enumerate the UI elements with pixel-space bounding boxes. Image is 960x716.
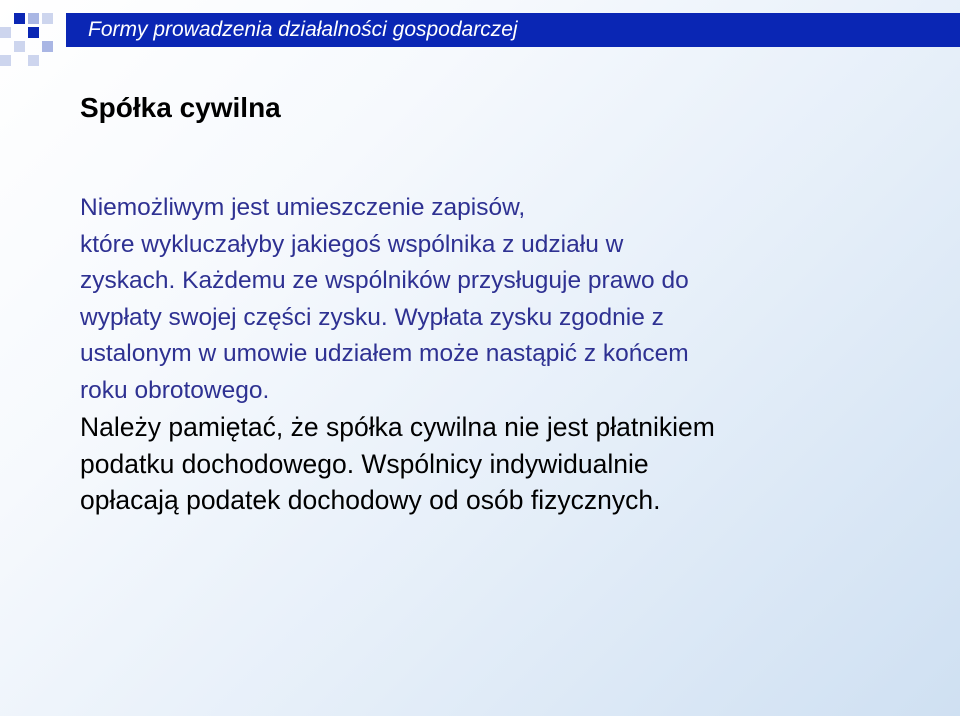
slide-body (80, 190, 940, 519)
text-line: ustalonym w umowie udziałem może nastąpić z końcem (80, 340, 689, 367)
text-line: wypłaty swojej części zysku. Wypłata zysku zgodnie z (80, 303, 664, 331)
paragraph-1 (80, 190, 940, 409)
decor-square (28, 13, 39, 24)
decor-square (0, 27, 11, 38)
decor-square (0, 55, 11, 66)
header-title: Formy prowadzenia działalności gospodarczej (88, 18, 518, 41)
slide-heading: Spółka cywilna (80, 92, 281, 123)
text-line: podatku dochodowego. Wspólnicy indywidualnie (80, 448, 649, 479)
text-line: zyskach. Każdemu ze wspólników przysługuje prawo do (80, 267, 689, 294)
text-line: roku obrotowego. (80, 376, 270, 404)
text-line: które wykluczałyby jakiegoś wspólnika z udziału w (80, 230, 624, 258)
text-line: opłacają podatek dochodowy od osób fizycznych. (80, 485, 661, 515)
decor-square (42, 13, 53, 24)
decor-square (28, 55, 39, 66)
decor-square (14, 13, 25, 24)
decor-square (14, 41, 25, 52)
decor-square (42, 41, 53, 52)
decor-square (28, 27, 39, 38)
text-line: Należy pamiętać, że spółka cywilna nie jest płatnikiem (80, 412, 715, 442)
text-line: Niemożliwym jest umieszczenie zapisów, (80, 194, 526, 221)
paragraph-2 (80, 409, 940, 519)
